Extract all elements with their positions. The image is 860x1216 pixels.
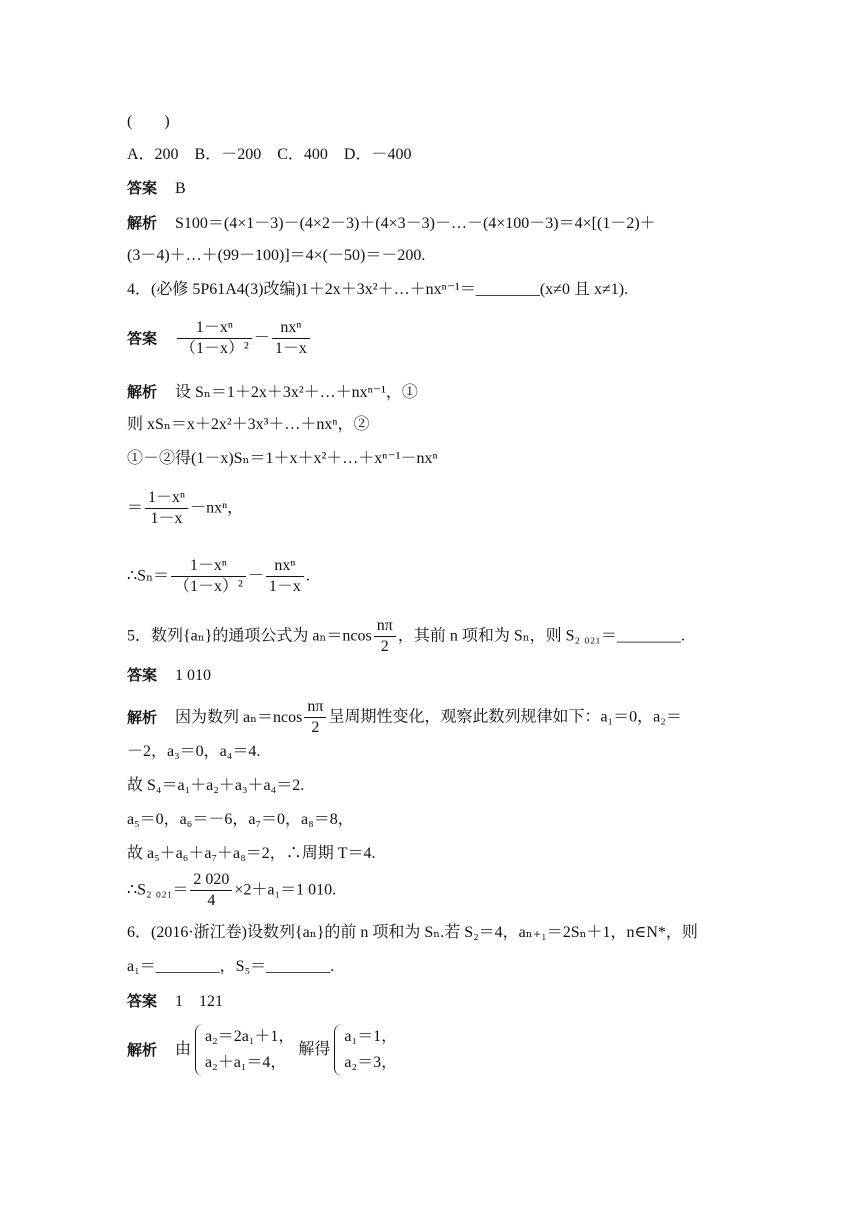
q5-answer: 1 010 bbox=[175, 667, 212, 684]
answer-bracket: ( ) bbox=[127, 113, 170, 130]
fraction-denominator: 1－x bbox=[150, 510, 183, 527]
left-brace bbox=[195, 1024, 206, 1076]
fraction-numerator: 1－xⁿ bbox=[171, 556, 246, 577]
fraction-denominator: （1－x）² bbox=[174, 578, 243, 595]
equals-sign: ＝ bbox=[127, 499, 144, 517]
q5-result-fraction bbox=[190, 870, 232, 911]
q5-solution-fraction bbox=[304, 697, 326, 738]
q3-answer-line bbox=[127, 177, 186, 200]
fraction-denominator: 4 bbox=[207, 892, 216, 909]
answer-label: 答案 bbox=[127, 329, 158, 348]
q5-stem-post: ，其前 n 项和为 Sₙ，则 S₂ ₀₂₁＝________. bbox=[397, 627, 685, 645]
fraction-denominator: （1－x）² bbox=[180, 340, 249, 357]
q4-solution-text-1: 设 Sₙ＝1＋2x＋3x²＋…＋nxⁿ⁻¹，① bbox=[175, 384, 418, 401]
q6-stem-line-1: 6．(2016·浙江卷)设数列{aₙ}的前 n 项和为 Sₙ.若 S₂＝4，aₙ₊₁＝2Sₙ＋1，n∈N*，则 bbox=[127, 924, 698, 941]
q5-answer-line bbox=[127, 664, 211, 687]
q5-solution-line-6 bbox=[127, 870, 336, 911]
q6-solution-pre: 由 bbox=[175, 1041, 192, 1058]
answer-label: 答案 bbox=[127, 179, 158, 197]
expression-tail: －nxⁿ， bbox=[190, 499, 244, 517]
fraction-numerator: 2 020 bbox=[190, 870, 232, 891]
q6-stem-line-2: a₁＝________，S₅＝________. bbox=[127, 958, 335, 975]
equation-row: a₂＝3， bbox=[344, 1054, 398, 1071]
q4-solution-line-1 bbox=[127, 381, 418, 404]
q6-equation-system-2 bbox=[334, 1024, 397, 1076]
fraction-numerator: nπ bbox=[304, 697, 326, 718]
analysis-label: 解析 bbox=[127, 214, 158, 232]
answer-label: 答案 bbox=[127, 992, 158, 1010]
fraction-numerator: nxⁿ bbox=[266, 556, 304, 577]
minus-sign: － bbox=[247, 567, 264, 585]
analysis-label: 解析 bbox=[127, 1041, 158, 1059]
equation-row: a₂＝2a₁＋1， bbox=[205, 1028, 295, 1045]
q5-stem-fraction bbox=[374, 616, 396, 657]
q4-solution-fraction bbox=[145, 488, 188, 529]
q6-solution-line-1 bbox=[127, 1024, 401, 1076]
q3-solution-line-1 bbox=[127, 212, 656, 235]
answer-label: 答案 bbox=[127, 666, 158, 684]
q3-solution-line-2: (3－4)＋…＋(99－100)]＝4×(－50)＝－200. bbox=[127, 247, 426, 264]
q6-solution-mid: 解得 bbox=[298, 1041, 331, 1058]
q3-answer: B bbox=[175, 180, 186, 197]
q5-solution-pre: 因为数列 aₙ＝ncos bbox=[175, 708, 303, 726]
fraction-denominator: 1－x bbox=[268, 578, 301, 595]
fraction-numerator: nxⁿ bbox=[272, 318, 310, 339]
fraction-denominator: 2 bbox=[380, 638, 389, 655]
q4-solution-line-4 bbox=[127, 488, 243, 529]
q4-answer-fraction-2 bbox=[272, 318, 310, 359]
fraction-numerator: nπ bbox=[374, 616, 396, 637]
fraction-denominator: 2 bbox=[311, 719, 320, 736]
q4-result-fraction-1 bbox=[171, 556, 246, 597]
q4-stem: 4．(必修 5P61A4(3)改编)1＋2x＋3x²＋…＋nxⁿ⁻¹＝________(x≠0 且 x≠1). bbox=[127, 281, 629, 298]
q5-solution-line-5: 故 a₅＋a₆＋a₇＋a₈＝2，∴周期 T＝4. bbox=[127, 845, 376, 862]
q5-solution-post: 呈周期性变化，观察此数列规律如下：a₁＝0，a₂＝ bbox=[328, 708, 682, 726]
q3-options: A．200 B．－200 C．400 D．－400 bbox=[127, 146, 412, 163]
q5-solution-line-2: －2，a₃＝0，a₄＝4. bbox=[127, 743, 261, 760]
minus-sign: － bbox=[253, 329, 270, 347]
q4-solution-line-2: 则 xSₙ＝x＋2x²＋3x³＋…＋nxⁿ，② bbox=[127, 416, 370, 433]
fraction-numerator: 1－xⁿ bbox=[145, 488, 188, 509]
q4-answer-line bbox=[127, 318, 312, 359]
analysis-label: 解析 bbox=[127, 383, 158, 401]
q3-solution-text-1: S100＝(4×1－3)－(4×2－3)＋(4×3－3)－…－(4×100－3)＝4×[(1－2)＋ bbox=[175, 215, 656, 232]
q4-answer-fraction-1 bbox=[177, 318, 252, 359]
q5-result-post: ×2＋a₁＝1 010. bbox=[234, 881, 337, 899]
q4-result-fraction-2 bbox=[266, 556, 304, 597]
q6-equation-system-1 bbox=[195, 1024, 294, 1076]
equation-row: a₂＋a₁＝4， bbox=[205, 1054, 287, 1071]
analysis-label: 解析 bbox=[127, 708, 158, 727]
q4-solution-line-5 bbox=[127, 556, 310, 597]
q5-solution-line-3: 故 S₄＝a₁＋a₂＋a₃＋a₄＝2. bbox=[127, 777, 305, 794]
fraction-denominator: 1－x bbox=[274, 340, 307, 357]
equation-row: a₁＝1， bbox=[344, 1028, 398, 1045]
q5-solution-line-1 bbox=[127, 697, 682, 738]
q5-result-pre: ∴S₂ ₀₂₁＝ bbox=[127, 881, 189, 899]
fraction-numerator: 1－xⁿ bbox=[177, 318, 252, 339]
therefore-sn: ∴Sₙ＝ bbox=[127, 567, 170, 585]
q4-solution-line-3: ①－②得(1－x)Sₙ＝1＋x＋x²＋…＋xⁿ⁻¹－nxⁿ bbox=[127, 450, 438, 467]
q5-stem-pre: 5．数列{aₙ}的通项公式为 aₙ＝ncos bbox=[127, 627, 372, 645]
left-brace bbox=[334, 1024, 345, 1076]
q6-answer: 1 121 bbox=[175, 993, 224, 1010]
q5-solution-line-4: a₅＝0，a₆＝－6，a₇＝0，a₈＝8， bbox=[127, 811, 354, 828]
q6-answer-line bbox=[127, 990, 223, 1013]
period: . bbox=[305, 567, 310, 585]
q5-stem bbox=[127, 616, 685, 657]
